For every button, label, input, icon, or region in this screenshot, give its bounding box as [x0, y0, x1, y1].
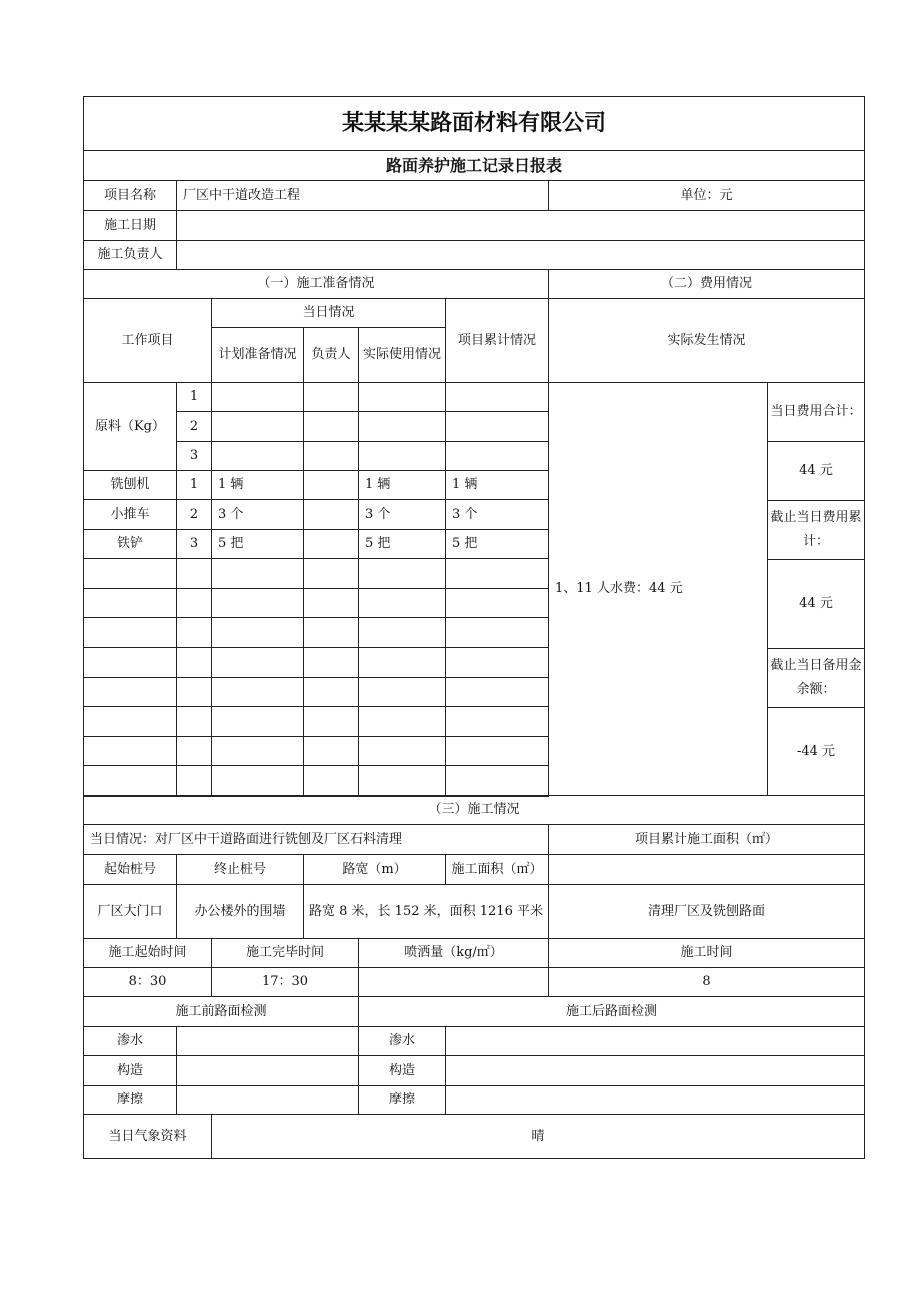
empty-cell [303, 588, 359, 618]
empty-cell [445, 558, 549, 589]
texture-before-value [176, 1055, 359, 1086]
weather-label: 当日气象资料 [83, 1114, 212, 1159]
empty-cell [303, 647, 359, 678]
cumulative-header: 项目累计情况 [445, 298, 549, 383]
empty-cell [358, 736, 446, 766]
empty-cell [176, 765, 212, 797]
empty-cell [83, 647, 177, 678]
manager-value [176, 240, 865, 270]
friction-after-value [445, 1085, 865, 1115]
empty-cell [303, 765, 359, 797]
empty-cell [211, 706, 304, 737]
empty-cell [358, 617, 446, 648]
cost-detail: 1、11 人水费：44 元 [548, 382, 768, 796]
spray-value [358, 967, 549, 997]
project-label: 项目名称 [83, 180, 177, 211]
row-planned [211, 382, 304, 412]
balance-label: 截止当日备用金余额： [767, 648, 865, 708]
row-cum: 5 把 [445, 529, 549, 559]
section-construction-header: （三）施工情况 [83, 795, 865, 825]
row-planned: 1 辆 [211, 470, 304, 500]
cum-area-value [548, 854, 865, 885]
row-cum [445, 411, 549, 442]
friction-label: 摩擦 [358, 1085, 446, 1115]
weather-value: 晴 [211, 1114, 865, 1159]
empty-cell [358, 588, 446, 618]
date-label: 施工日期 [83, 210, 177, 241]
row-resp [303, 529, 359, 559]
seepage-before-value [176, 1026, 359, 1056]
empty-cell [358, 647, 446, 678]
empty-cell [83, 617, 177, 648]
empty-cell [445, 617, 549, 648]
row-actual [358, 382, 446, 412]
actual-use-header: 实际使用情况 [358, 327, 446, 383]
work-value: 清理厂区及铣刨路面 [548, 884, 865, 939]
start-stake-label: 起始桩号 [83, 854, 177, 885]
row-no: 1 [176, 470, 212, 500]
unit-label: 单位：元 [548, 180, 865, 211]
empty-cell [211, 588, 304, 618]
row-resp [303, 499, 359, 530]
company-name: 某某某某路面材料有限公司 [83, 96, 865, 151]
empty-cell [211, 558, 304, 589]
start-stake-value: 厂区大门口 [83, 884, 177, 939]
empty-cell [211, 677, 304, 707]
row-cum [445, 382, 549, 412]
date-value [176, 210, 865, 241]
empty-cell [176, 617, 212, 648]
empty-cell [211, 736, 304, 766]
friction-before-value [176, 1085, 359, 1115]
row-resp [303, 470, 359, 500]
row-cum [445, 441, 549, 471]
empty-cell [303, 736, 359, 766]
start-time-label: 施工起始时间 [83, 938, 212, 968]
planned-header: 计划准备情况 [211, 327, 304, 383]
empty-cell [445, 706, 549, 737]
report-title: 路面养护施工记录日报表 [83, 150, 865, 181]
empty-cell [211, 617, 304, 648]
spray-label: 喷洒量（kg/㎡） [358, 938, 549, 968]
empty-cell [176, 588, 212, 618]
empty-cell [176, 736, 212, 766]
row-resp [303, 382, 359, 412]
empty-cell [358, 706, 446, 737]
end-time-value: 17：30 [211, 967, 359, 997]
empty-cell [83, 677, 177, 707]
empty-cell [83, 765, 177, 797]
empty-cell [83, 558, 177, 589]
row-actual: 3 个 [358, 499, 446, 530]
duration-value: 8 [548, 967, 865, 997]
empty-cell [176, 677, 212, 707]
row-no: 1 [176, 382, 212, 412]
manager-label: 施工负责人 [83, 240, 177, 270]
balance-value: -44 元 [767, 707, 865, 796]
empty-cell [445, 647, 549, 678]
start-time-value: 8：30 [83, 967, 212, 997]
empty-cell [176, 647, 212, 678]
cum-cost-value: 44 元 [767, 559, 865, 649]
friction-label: 摩擦 [83, 1085, 177, 1115]
row-actual: 1 辆 [358, 470, 446, 500]
cum-area-label: 项目累计施工面积（㎡） [548, 824, 865, 855]
today-desc: 当日情况：对厂区中干道路面进行铣刨及厂区石料清理 [83, 824, 549, 855]
row-no: 3 [176, 529, 212, 559]
texture-label: 构造 [83, 1055, 177, 1086]
seepage-after-value [445, 1026, 865, 1056]
road-width-label: 路宽（m） [303, 854, 446, 885]
daily-total-value: 44 元 [767, 441, 865, 501]
texture-label: 构造 [358, 1055, 446, 1086]
row-no: 2 [176, 499, 212, 530]
row-no: 3 [176, 441, 212, 471]
empty-cell [83, 588, 177, 618]
empty-cell [445, 677, 549, 707]
work-item-header: 工作项目 [83, 298, 212, 383]
row-planned: 3 个 [211, 499, 304, 530]
row-resp [303, 441, 359, 471]
row-planned [211, 441, 304, 471]
empty-cell [303, 677, 359, 707]
seepage-label: 渗水 [358, 1026, 446, 1056]
row-no: 2 [176, 411, 212, 442]
empty-cell [83, 736, 177, 766]
row-resp [303, 411, 359, 442]
row-actual: 5 把 [358, 529, 446, 559]
empty-cell [303, 617, 359, 648]
empty-cell [358, 677, 446, 707]
empty-cell [176, 558, 212, 589]
end-time-label: 施工完毕时间 [211, 938, 359, 968]
row-cum: 1 辆 [445, 470, 549, 500]
row-cum: 3 个 [445, 499, 549, 530]
project-value: 厂区中干道改造工程 [176, 180, 549, 211]
area-label: 施工面积（㎡） [445, 854, 549, 885]
equipment-name: 铁铲 [83, 529, 177, 559]
end-stake-value: 办公楼外的围墙 [176, 884, 304, 939]
equipment-name: 小推车 [83, 499, 177, 530]
end-stake-label: 终止桩号 [176, 854, 304, 885]
raw-material-label: 原料（Kg） [83, 382, 177, 471]
inspection-after-header: 施工后路面检测 [358, 996, 865, 1027]
empty-cell [303, 706, 359, 737]
row-actual [358, 411, 446, 442]
empty-cell [358, 558, 446, 589]
empty-cell [445, 765, 549, 797]
empty-cell [176, 706, 212, 737]
section-prep-header: （一）施工准备情况 [83, 269, 549, 299]
row-planned: 5 把 [211, 529, 304, 559]
section-cost-header: （二）费用情况 [548, 269, 865, 299]
empty-cell [211, 647, 304, 678]
seepage-label: 渗水 [83, 1026, 177, 1056]
row-planned [211, 411, 304, 442]
dimension-value: 路宽 8 米，长 152 米，面积 1216 平米 [303, 884, 549, 939]
actual-cost-header: 实际发生情况 [548, 298, 865, 383]
texture-after-value [445, 1055, 865, 1086]
empty-cell [445, 736, 549, 766]
row-actual [358, 441, 446, 471]
duration-label: 施工时间 [548, 938, 865, 968]
equipment-name: 铣刨机 [83, 470, 177, 500]
responsible-header: 负责人 [303, 327, 359, 383]
empty-cell [445, 588, 549, 618]
cum-cost-label: 截止当日费用累计： [767, 500, 865, 560]
empty-cell [303, 558, 359, 589]
daily-total-label: 当日费用合计： [767, 382, 865, 442]
empty-cell [83, 706, 177, 737]
today-header: 当日情况 [211, 298, 446, 328]
inspection-before-header: 施工前路面检测 [83, 996, 359, 1027]
empty-cell [358, 765, 446, 797]
empty-cell [211, 765, 304, 797]
